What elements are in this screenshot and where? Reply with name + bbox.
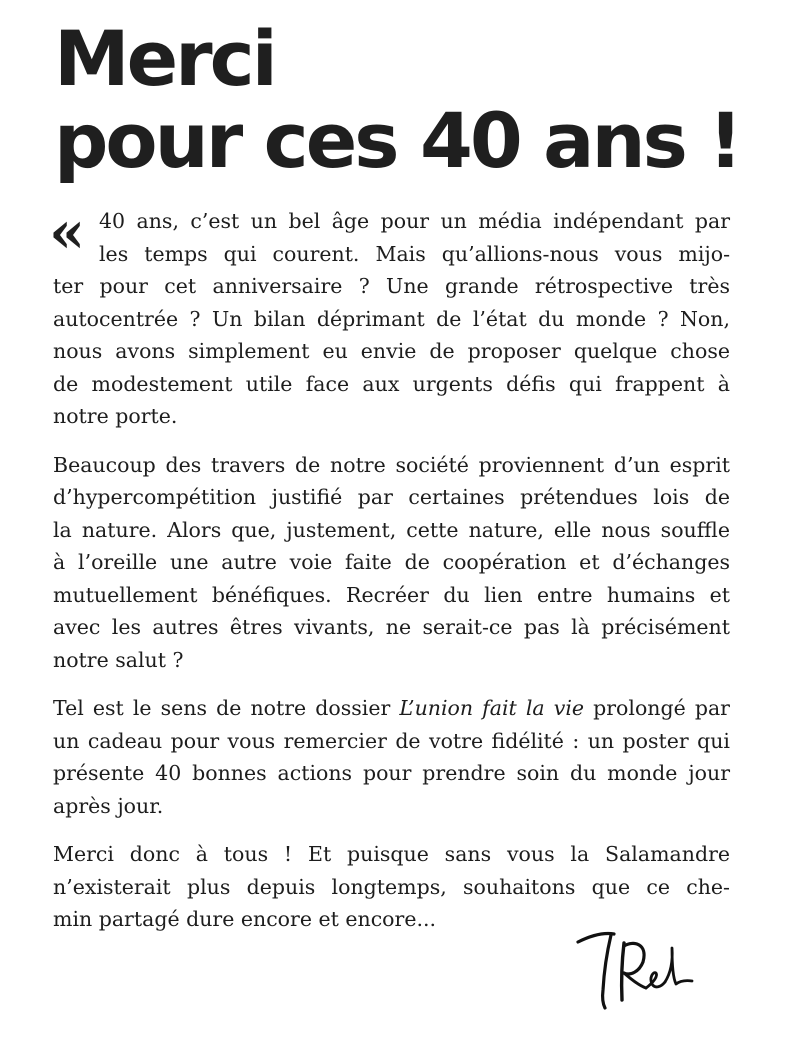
text-line: 40 ans, c’est un bel âge pour un média indépendant par <box>99 209 730 233</box>
text-line: la nature. Alors que, justement, cette nature, elle nous souffle <box>53 517 730 542</box>
text-line: Beaucoup des travers de notre société proviennent d’un esprit <box>53 452 730 477</box>
text-line: présente 40 bonnes actions pour prendre soin du monde jour <box>53 761 730 785</box>
opening-quote-mark: « <box>49 198 86 266</box>
text-line: les temps qui courent. Mais qu’allions-nous vous mijo- <box>99 241 730 266</box>
text-line: notre porte. <box>53 404 178 428</box>
handwritten-signature-icon <box>572 922 722 1018</box>
text-line-with-dossier-title <box>53 692 730 725</box>
text-line: autocentrée ? Un bilan déprimant de l’état du monde ? Non, <box>53 306 730 331</box>
title-line-1: Merci <box>54 14 275 103</box>
paragraph-4 <box>53 838 730 936</box>
text-line: à l’oreille une autre voie faite de coopération et d’échanges <box>53 550 730 574</box>
text-segment: Tel est le sens de notre dossier <box>53 696 400 720</box>
page-title <box>54 14 740 185</box>
title-line-2: pour ces 40 ans ! <box>54 96 740 185</box>
text-line: ter pour cet anniversaire ? Une grande rétrospective très <box>53 274 730 298</box>
paragraph-3 <box>53 692 730 822</box>
editorial-text <box>49 198 730 952</box>
text-line: min partagé dure encore et encore... <box>53 907 436 931</box>
text-line: de modestement utile face aux urgents défis qui frappent à <box>53 371 730 396</box>
text-line: un cadeau pour vous remercier de votre fidélité : un poster qui <box>53 728 730 753</box>
paragraph-1 <box>49 198 730 433</box>
text-line: notre salut ? <box>53 647 184 672</box>
text-line: nous avons simplement eu envie de proposer quelque chose <box>53 339 730 363</box>
text-line: avec les autres êtres vivants, ne serait-ce pas là précisément <box>53 615 730 639</box>
text-line: mutuellement bénéfiques. Recréer du lien entre humains et <box>53 582 730 607</box>
paragraph-2 <box>53 449 730 677</box>
text-line: après jour. <box>53 793 164 818</box>
text-line: n’existerait plus depuis longtemps, souhaitons que ce che- <box>53 874 730 899</box>
text-line: d’hypercompétition justifié par certaines prétendues lois de <box>53 485 730 509</box>
text-segment: prolongé par <box>584 696 730 720</box>
dossier-title: L’union fait la vie <box>399 696 585 720</box>
text-line: Merci donc à tous ! Et puisque sans vous la Salamandre <box>53 842 730 866</box>
